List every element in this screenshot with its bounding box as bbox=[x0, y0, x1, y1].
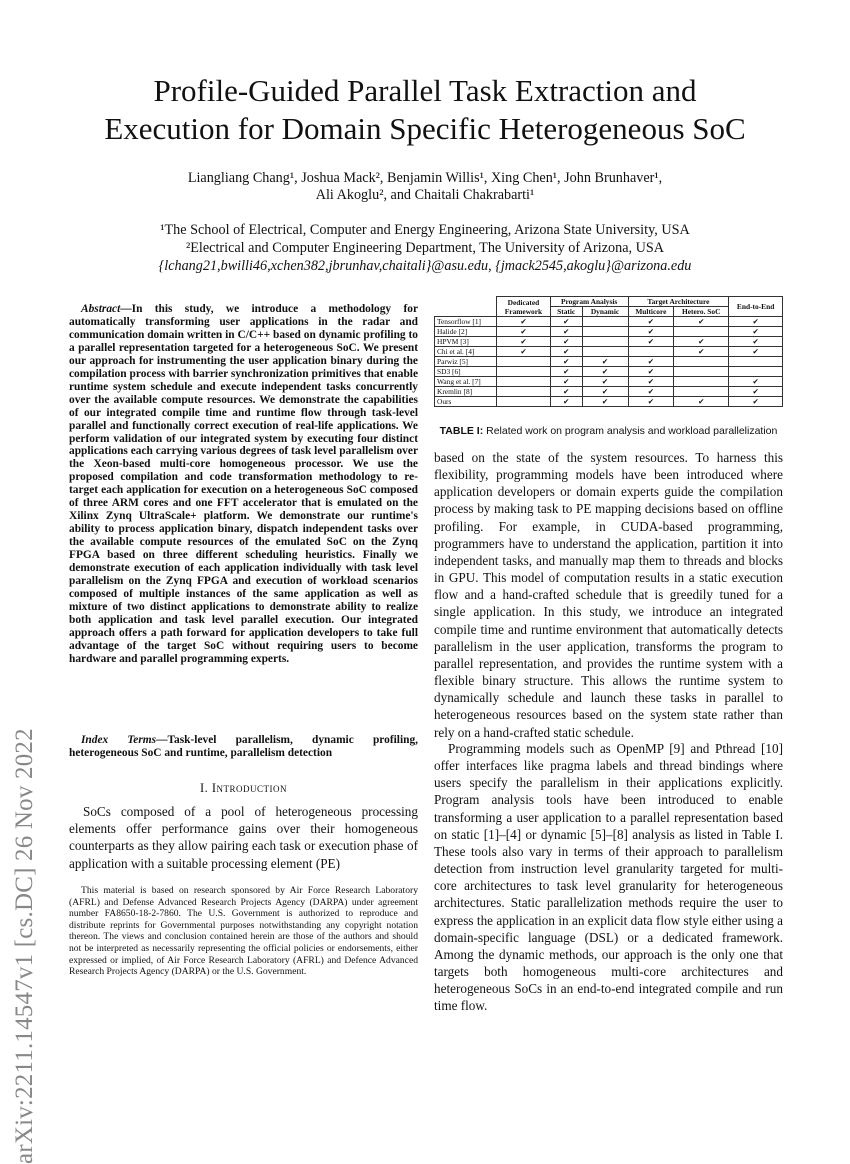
check-mark: ✔ bbox=[497, 317, 551, 327]
empty-cell bbox=[582, 327, 628, 337]
author-emails: {lchang21,bwilli46,xchen382,jbrunhav,chaitali}@asu.edu, {jmack2545,akoglu}@arizona.edu bbox=[158, 258, 692, 274]
section-title: Introduction bbox=[211, 781, 288, 795]
check-mark: ✔ bbox=[674, 337, 729, 347]
affiliations bbox=[40, 221, 810, 275]
table-row bbox=[435, 337, 783, 347]
right-paragraph-1: based on the state of the system resources. To harness this flexibility, programming models have been introduced where application developers or domain experts guide the compilation process by making task to PE mapping decisions based on offline profiling. For example, in CUDA-based programming, programmers have to understand the application, partition it into independent tasks, and manually map them to threads and blocks in GPU. This model of computation results in a static execution flow and a hand-crafted schedule that is greedily tuned for a single application. In this study, we introduce an integrated compile time and runtime environment that automatically detects parallelism in the user application, transforms the program to parallel representation, and provides the runtime system with a flexible binary structure. This allows the runtime system to dynamically schedule and launch these tasks in parallel to heterogeneous resources based on the system state rather than rely on a hand-crafted static schedule. bbox=[434, 450, 783, 740]
check-mark: ✔ bbox=[550, 347, 582, 357]
row-label: Halide [2] bbox=[435, 327, 497, 337]
empty-cell bbox=[497, 357, 551, 367]
check-mark: ✔ bbox=[628, 387, 674, 397]
empty-cell bbox=[582, 347, 628, 357]
check-mark: ✔ bbox=[497, 337, 551, 347]
check-mark: ✔ bbox=[550, 317, 582, 327]
table-row bbox=[435, 387, 783, 397]
corner-cell bbox=[435, 297, 497, 317]
empty-cell bbox=[582, 317, 628, 327]
check-mark: ✔ bbox=[550, 327, 582, 337]
empty-cell bbox=[674, 367, 729, 377]
table-row bbox=[435, 327, 783, 337]
check-mark: ✔ bbox=[582, 377, 628, 387]
check-mark: ✔ bbox=[674, 347, 729, 357]
check-mark: ✔ bbox=[628, 317, 674, 327]
check-mark: ✔ bbox=[550, 377, 582, 387]
authors-line-1: Liangliang Chang¹, Joshua Mack², Benjamin Willis¹, Xing Chen¹, John Brunhaver¹, bbox=[187, 170, 663, 186]
affiliation-2: ²Electrical and Computer Engineering Department, The University of Arizona, USA bbox=[186, 240, 664, 256]
check-mark: ✔ bbox=[729, 387, 783, 397]
row-label: Ours bbox=[435, 397, 497, 407]
check-mark: ✔ bbox=[729, 327, 783, 337]
header-end-to-end: End-to-End bbox=[729, 297, 783, 317]
check-mark: ✔ bbox=[628, 377, 674, 387]
empty-cell bbox=[497, 377, 551, 387]
table-body bbox=[435, 317, 783, 407]
check-mark: ✔ bbox=[582, 357, 628, 367]
header-target-architecture: Target Architecture bbox=[628, 297, 729, 307]
empty-cell bbox=[729, 367, 783, 377]
check-mark: ✔ bbox=[674, 317, 729, 327]
abstract-text: —In this study, we introduce a methodology for automatically transforming user applications in the radar and communication domain written in C/C++ based on dynamic profiling to a parallel representation targeted for a heterogeneous SoC. We present our approach for instrumenting the user application binary during the compilation process with barrier synchronization primitives that enable runtime system schedule and execute independent tasks concurrently over the available compute resources. We demonstrate the capabilities of our integrated compile time and runtime flow through task-level parallel and functionally correct execution of real-life applications. We perform validation of our integrated system by executing four distinct applications each carrying various degrees of task level parallelism over the Xeon-based multi-core homogeneous processor. We use the proposed compilation and code transformation methodology to re-target each application for execution on a heterogeneous SoC composed of three ARM cores and one FFT accelerator that is emulated on the Xilinx Zynq UltraScale+ platform. We demonstrate our runtime's ability to process application binary, dispatch independent tasks over the available compute resources of the emulated SoC on the Zynq FPGA based on three different scheduling heuristics. Finally we demonstrate execution of each application individually with task level parallelism on the Zynq FPGA and execution of workload scenarios composed of multiple instances of the same application as well as mixture of two distinct applications to demonstrate ability to realize both application and task level parallel execution. Our integrated approach offers a path forward for application developers to take full advantage of the target SoC without requiring users to become hardware and parallel programming experts. bbox=[69, 303, 418, 665]
row-label: HPVM [3] bbox=[435, 337, 497, 347]
check-mark: ✔ bbox=[674, 397, 729, 407]
check-mark: ✔ bbox=[582, 387, 628, 397]
check-mark: ✔ bbox=[582, 397, 628, 407]
arxiv-stamp: arXiv:2211.14547v1 [cs.DC] 26 Nov 2022 bbox=[11, 728, 38, 1164]
empty-cell bbox=[497, 397, 551, 407]
footnote: This material is based on research sponsored by Air Force Research Laboratory (AFRL) and Defense Advanced Research Projects Agency (DARPA) under agreement number FA8650-18-2-7860. The U.S. Government is authorized to reproduce and distribute reprints for Governmental purposes notwithstanding any copyright notation thereon. The views and conclusion contained herein are those of the authors and should not be interpreted as necessarily representing the official policies or endorsements, either expressed or implied, of Air Force Research Laboratory (AFRL) and Defence Advanced Research Projects Agency (DARPA) or the U.S. Government. bbox=[69, 885, 418, 978]
header-dedicated bbox=[497, 297, 551, 317]
abstract-label: Abstract bbox=[81, 303, 121, 315]
header-dedicated-2: Framework bbox=[504, 306, 543, 316]
affiliation-1: ¹The School of Electrical, Computer and Energy Engineering, Arizona State University, USA bbox=[160, 222, 690, 238]
title-line-1: Profile-Guided Parallel Task Extraction and bbox=[153, 73, 697, 108]
check-mark: ✔ bbox=[628, 367, 674, 377]
related-work-table bbox=[434, 296, 783, 407]
table-row bbox=[435, 347, 783, 357]
paper-title bbox=[40, 72, 810, 148]
check-mark: ✔ bbox=[729, 397, 783, 407]
abstract bbox=[69, 303, 418, 666]
empty-cell bbox=[674, 327, 729, 337]
check-mark: ✔ bbox=[582, 367, 628, 377]
row-label: Kremlin [8] bbox=[435, 387, 497, 397]
row-label: Tensorflow [1] bbox=[435, 317, 497, 327]
empty-cell bbox=[628, 347, 674, 357]
check-mark: ✔ bbox=[497, 327, 551, 337]
empty-cell bbox=[674, 357, 729, 367]
check-mark: ✔ bbox=[550, 397, 582, 407]
check-mark: ✔ bbox=[628, 397, 674, 407]
empty-cell bbox=[674, 377, 729, 387]
check-mark: ✔ bbox=[729, 377, 783, 387]
header-program-analysis: Program Analysis bbox=[550, 297, 628, 307]
check-mark: ✔ bbox=[550, 357, 582, 367]
check-mark: ✔ bbox=[628, 327, 674, 337]
index-terms bbox=[69, 734, 418, 760]
table-row bbox=[435, 377, 783, 387]
empty-cell bbox=[582, 337, 628, 347]
check-mark: ✔ bbox=[729, 337, 783, 347]
empty-cell bbox=[674, 387, 729, 397]
index-terms-text: —Task-level parallelism, dynamic profiling, heterogeneous SoC and runtime, parallelism detection bbox=[69, 734, 418, 759]
check-mark: ✔ bbox=[550, 337, 582, 347]
row-label: Chi et al. [4] bbox=[435, 347, 497, 357]
check-mark: ✔ bbox=[550, 387, 582, 397]
check-mark: ✔ bbox=[628, 337, 674, 347]
check-mark: ✔ bbox=[497, 347, 551, 357]
check-mark: ✔ bbox=[729, 317, 783, 327]
table-row bbox=[435, 367, 783, 377]
section-heading bbox=[69, 781, 418, 796]
authors-line-2: Ali Akoglu², and Chaitali Chakrabarti¹ bbox=[315, 187, 535, 203]
check-mark: ✔ bbox=[550, 367, 582, 377]
header-hetero-soc: Hetero. SoC bbox=[674, 307, 729, 317]
title-line-2: Execution for Domain Specific Heterogeneous SoC bbox=[104, 111, 746, 146]
header-static: Static bbox=[550, 307, 582, 317]
check-mark: ✔ bbox=[729, 347, 783, 357]
row-label: Parwiz [5] bbox=[435, 357, 497, 367]
table-row bbox=[435, 357, 783, 367]
table-row bbox=[435, 397, 783, 407]
section-number: I. bbox=[199, 781, 209, 795]
intro-paragraph: SoCs composed of a pool of heterogeneous processing elements offer performance gains over their homogeneous counterparts as they allow pairing each task or execution phase of application with a suitable processing element (PE) bbox=[69, 804, 418, 871]
check-mark: ✔ bbox=[628, 357, 674, 367]
header-dynamic: Dynamic bbox=[582, 307, 628, 317]
author-list bbox=[40, 170, 810, 204]
header-multicore: Multicore bbox=[628, 307, 674, 317]
caption-label: TABLE I: bbox=[439, 425, 484, 437]
caption-text: Related work on program analysis and workload parallelization bbox=[483, 425, 778, 437]
empty-cell bbox=[497, 367, 551, 377]
empty-cell bbox=[497, 387, 551, 397]
right-paragraph-2: Programming models such as OpenMP [9] and Pthread [10] offer interfaces like pragma labels and thread bindings where users specify the parallelism in their applications explicitly. Program analysis tools have been introduced to enable transforming a user application to a parallel representation based on static [1]–[4] or dynamic [5]–[8] analysis as listed in Table I. These tools also vary in terms of their approach to parallelism detection from instruction level granularity targeted for multi-core architectures to task level granularity for heterogeneous architectures. Static parallelization methods require the user to express the application in an explicit data flow style either using a domain-specific language (DSL) or a dedicated framework. Among the dynamic methods, our approach is the only one that targets both homogeneous multi-core architectures and heterogeneous SoCs in an end-to-end integrated compile and run time flow. bbox=[434, 741, 783, 1014]
table-row bbox=[435, 317, 783, 327]
empty-cell bbox=[729, 357, 783, 367]
row-label: SD3 [6] bbox=[435, 367, 497, 377]
table-caption bbox=[434, 425, 783, 437]
index-terms-label: Index Terms bbox=[81, 734, 157, 746]
header-dedicated-1: Dedicated bbox=[507, 297, 540, 307]
row-label: Wang et al. [7] bbox=[435, 377, 497, 387]
